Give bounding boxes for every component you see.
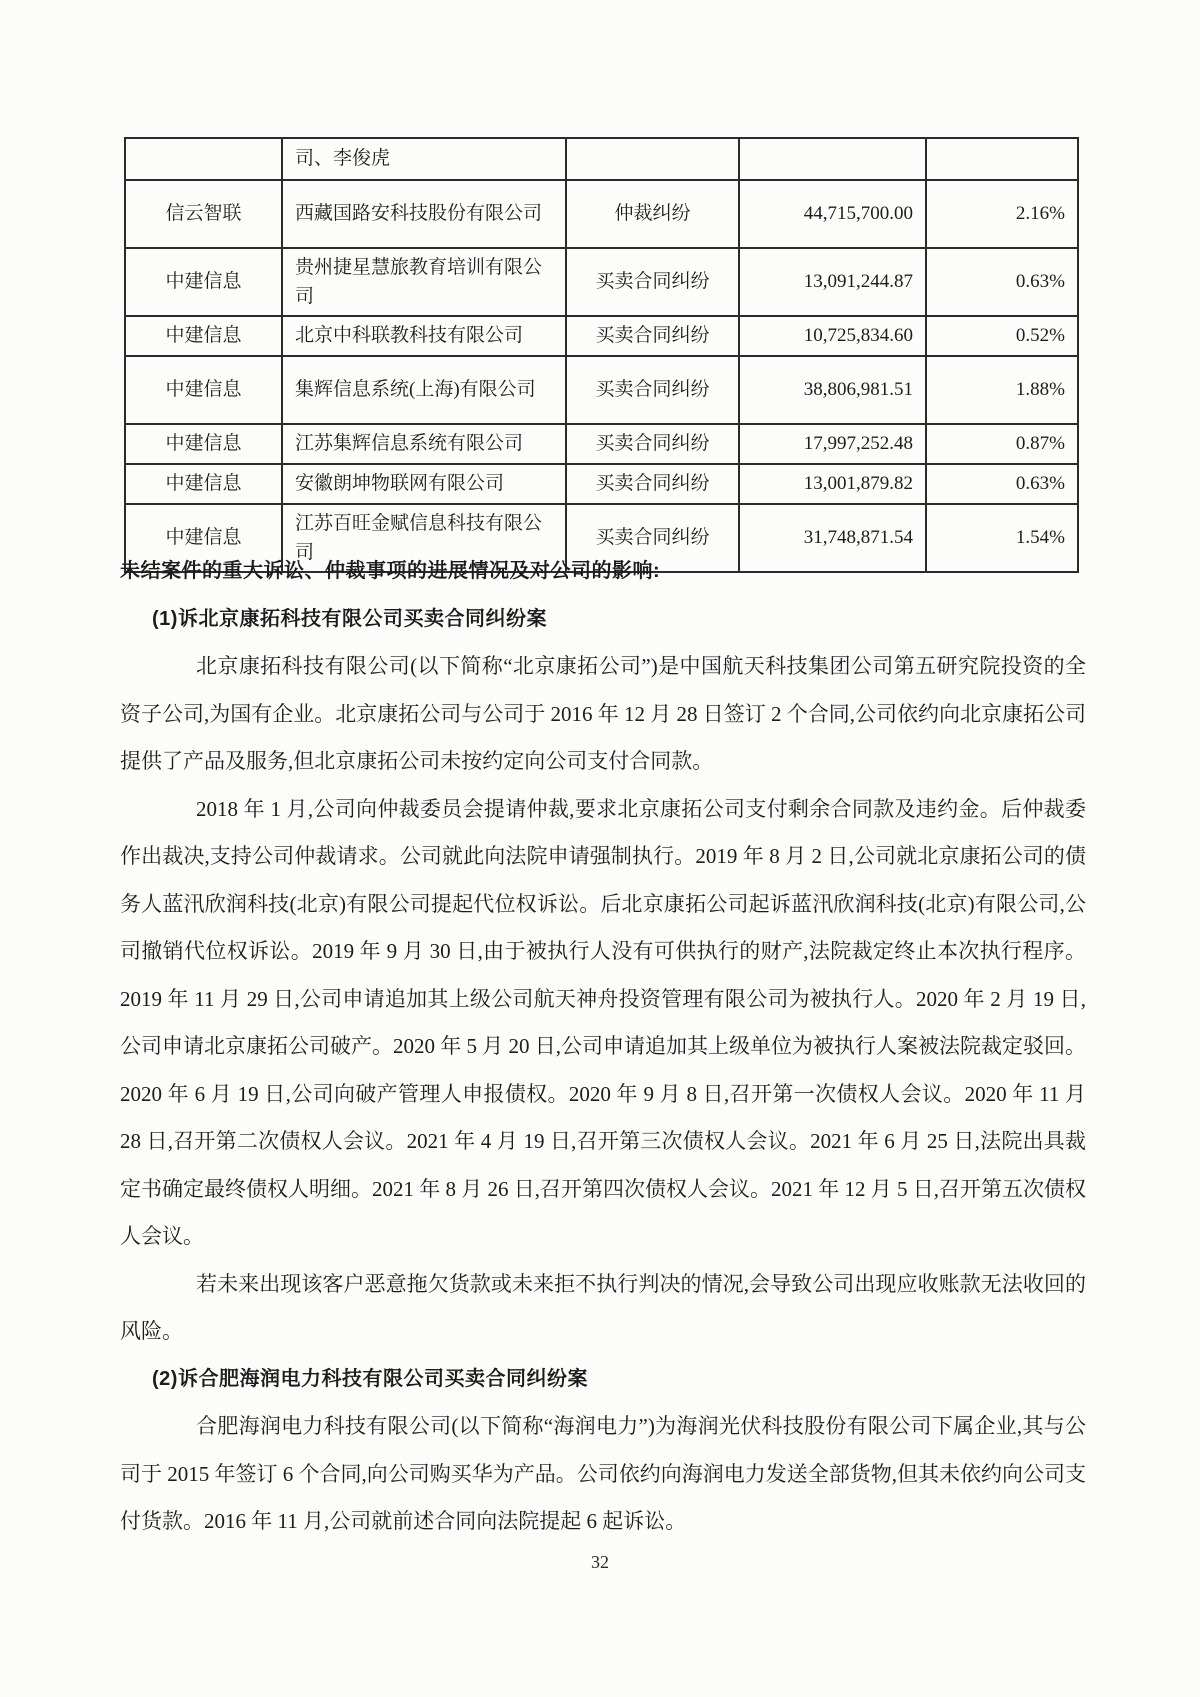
party-cell: 中建信息 <box>125 424 282 464</box>
company-cell: 江苏集辉信息系统有限公司 <box>282 424 566 464</box>
company-cell: 贵州捷星慧旅教育培训有限公司 <box>282 248 566 316</box>
company-cell: 集辉信息系统(上海)有限公司 <box>282 356 566 424</box>
party-cell: 中建信息 <box>125 356 282 424</box>
table-row <box>125 180 1078 248</box>
company-cell: 江苏百旺金赋信息科技有限公司 <box>282 504 566 572</box>
case1-paragraph-2: 2018 年 1 月,公司向仲裁委员会提请仲裁,要求北京康拓公司支付剩余合同款及违约金。后仲裁委作出裁决,支持公司仲裁请求。公司就此向法院申请强制执行。2019 年 8 月 2 日,公司就北京康拓公司的债务人蓝汛欣润科技(北京)有限公司提起代位权诉讼。后北京康拓公司起诉蓝汛欣润科技(北京)有限公司,公司撤销代位权诉讼。2019 年 9 月 30 日,由于被执行人没有可供执行的财产,法院裁定终止本次执行程序。2019 年 11 月 29 日,公司申请追加其上级公司航天神舟投资管理有限公司为被执行人。2020 年 2 月 19 日,公司申请北京康拓公司破产。2020 年 5 月 20 日,公司申请追加其上级单位为被执行人案被法院裁定驳回。2020 年 6 月 19 日,公司向破产管理人申报债权。2020 年 9 月 8 日,召开第一次债权人会议。2020 年 11 月 28 日,召开第二次债权人会议。2021 年 4 月 19 日,召开第三次债权人会议。2021 年 6 月 25 日,法院出具裁定书确定最终债权人明细。2021 年 8 月 26 日,召开第四次债权人会议。2021 年 12 月 5 日,召开第五次债权人会议。 <box>120 796 1086 1248</box>
table-row <box>125 464 1078 504</box>
amount-cell: 31,748,871.54 <box>739 504 926 572</box>
table-row <box>125 424 1078 464</box>
percent-cell: 1.54% <box>926 504 1078 572</box>
case2-heading: (2)诉合肥海润电力科技有限公司买卖合同纠纷案 <box>152 1367 588 1390</box>
company-cell: 西藏国路安科技股份有限公司 <box>282 180 566 248</box>
litigation-table <box>124 137 1079 573</box>
percent-cell <box>926 138 1078 180</box>
company-cell: 安徽朗坤物联网有限公司 <box>282 464 566 504</box>
party-cell: 中建信息 <box>125 248 282 316</box>
table-row <box>125 356 1078 424</box>
dispute-cell: 买卖合同纠纷 <box>566 464 739 504</box>
party-cell: 中建信息 <box>125 316 282 356</box>
amount-cell <box>739 138 926 180</box>
party-cell: 中建信息 <box>125 504 282 572</box>
amount-cell: 13,001,879.82 <box>739 464 926 504</box>
percent-cell: 0.52% <box>926 316 1078 356</box>
amount-cell: 10,725,834.60 <box>739 316 926 356</box>
company-cell: 北京中科联教科技有限公司 <box>282 316 566 356</box>
case1-paragraph-1: 北京康拓科技有限公司(以下简称“北京康拓公司”)是中国航天科技集团公司第五研究院投资的全资子公司,为国有企业。北京康拓公司与公司于 2016 年 12 月 28 日签订 2 个合同,公司依约向北京康拓公司提供了产品及服务,但北京康拓公司未按约定向公司支付合同款。 <box>120 654 1086 773</box>
percent-cell: 0.87% <box>926 424 1078 464</box>
dispute-cell: 买卖合同纠纷 <box>566 504 739 572</box>
table-row <box>125 316 1078 356</box>
amount-cell: 44,715,700.00 <box>739 180 926 248</box>
table-row <box>125 138 1078 180</box>
amount-cell: 38,806,981.51 <box>739 356 926 424</box>
case1-paragraph-3: 若未来出现该客户恶意拖欠货款或未来拒不执行判决的情况,会导致公司出现应收账款无法收回的风险。 <box>120 1271 1086 1343</box>
page-number: 32 <box>591 1552 609 1572</box>
amount-cell: 17,997,252.48 <box>739 424 926 464</box>
company-cell: 司、李俊虎 <box>282 138 566 180</box>
table-row <box>125 248 1078 316</box>
party-cell: 信云智联 <box>125 180 282 248</box>
dispute-cell: 仲裁纠纷 <box>566 180 739 248</box>
percent-cell: 0.63% <box>926 464 1078 504</box>
percent-cell: 2.16% <box>926 180 1078 248</box>
party-cell: 中建信息 <box>125 464 282 504</box>
dispute-cell: 买卖合同纠纷 <box>566 316 739 356</box>
party-cell <box>125 138 282 180</box>
dispute-cell: 买卖合同纠纷 <box>566 248 739 316</box>
dispute-cell: 买卖合同纠纷 <box>566 356 739 424</box>
percent-cell: 1.88% <box>926 356 1078 424</box>
dispute-cell: 买卖合同纠纷 <box>566 424 739 464</box>
percent-cell: 0.63% <box>926 248 1078 316</box>
dispute-cell <box>566 138 739 180</box>
body-content <box>120 548 1086 1546</box>
section-heading: 未结案件的重大诉讼、仲裁事项的进展情况及对公司的影响: <box>120 560 661 582</box>
case2-paragraph-1: 合肥海润电力科技有限公司(以下简称“海润电力”)为海润光伏科技股份有限公司下属企业,其与公司于 2015 年签订 6 个合同,向公司购买华为产品。公司依约向海润电力发送全部货物,但其未依约向公司支付货款。2016 年 11 月,公司就前述合同向法院提起 6 起诉讼。 <box>120 1414 1086 1533</box>
case1-heading: (1)诉北京康拓科技有限公司买卖合同纠纷案 <box>152 607 547 630</box>
amount-cell: 13,091,244.87 <box>739 248 926 316</box>
